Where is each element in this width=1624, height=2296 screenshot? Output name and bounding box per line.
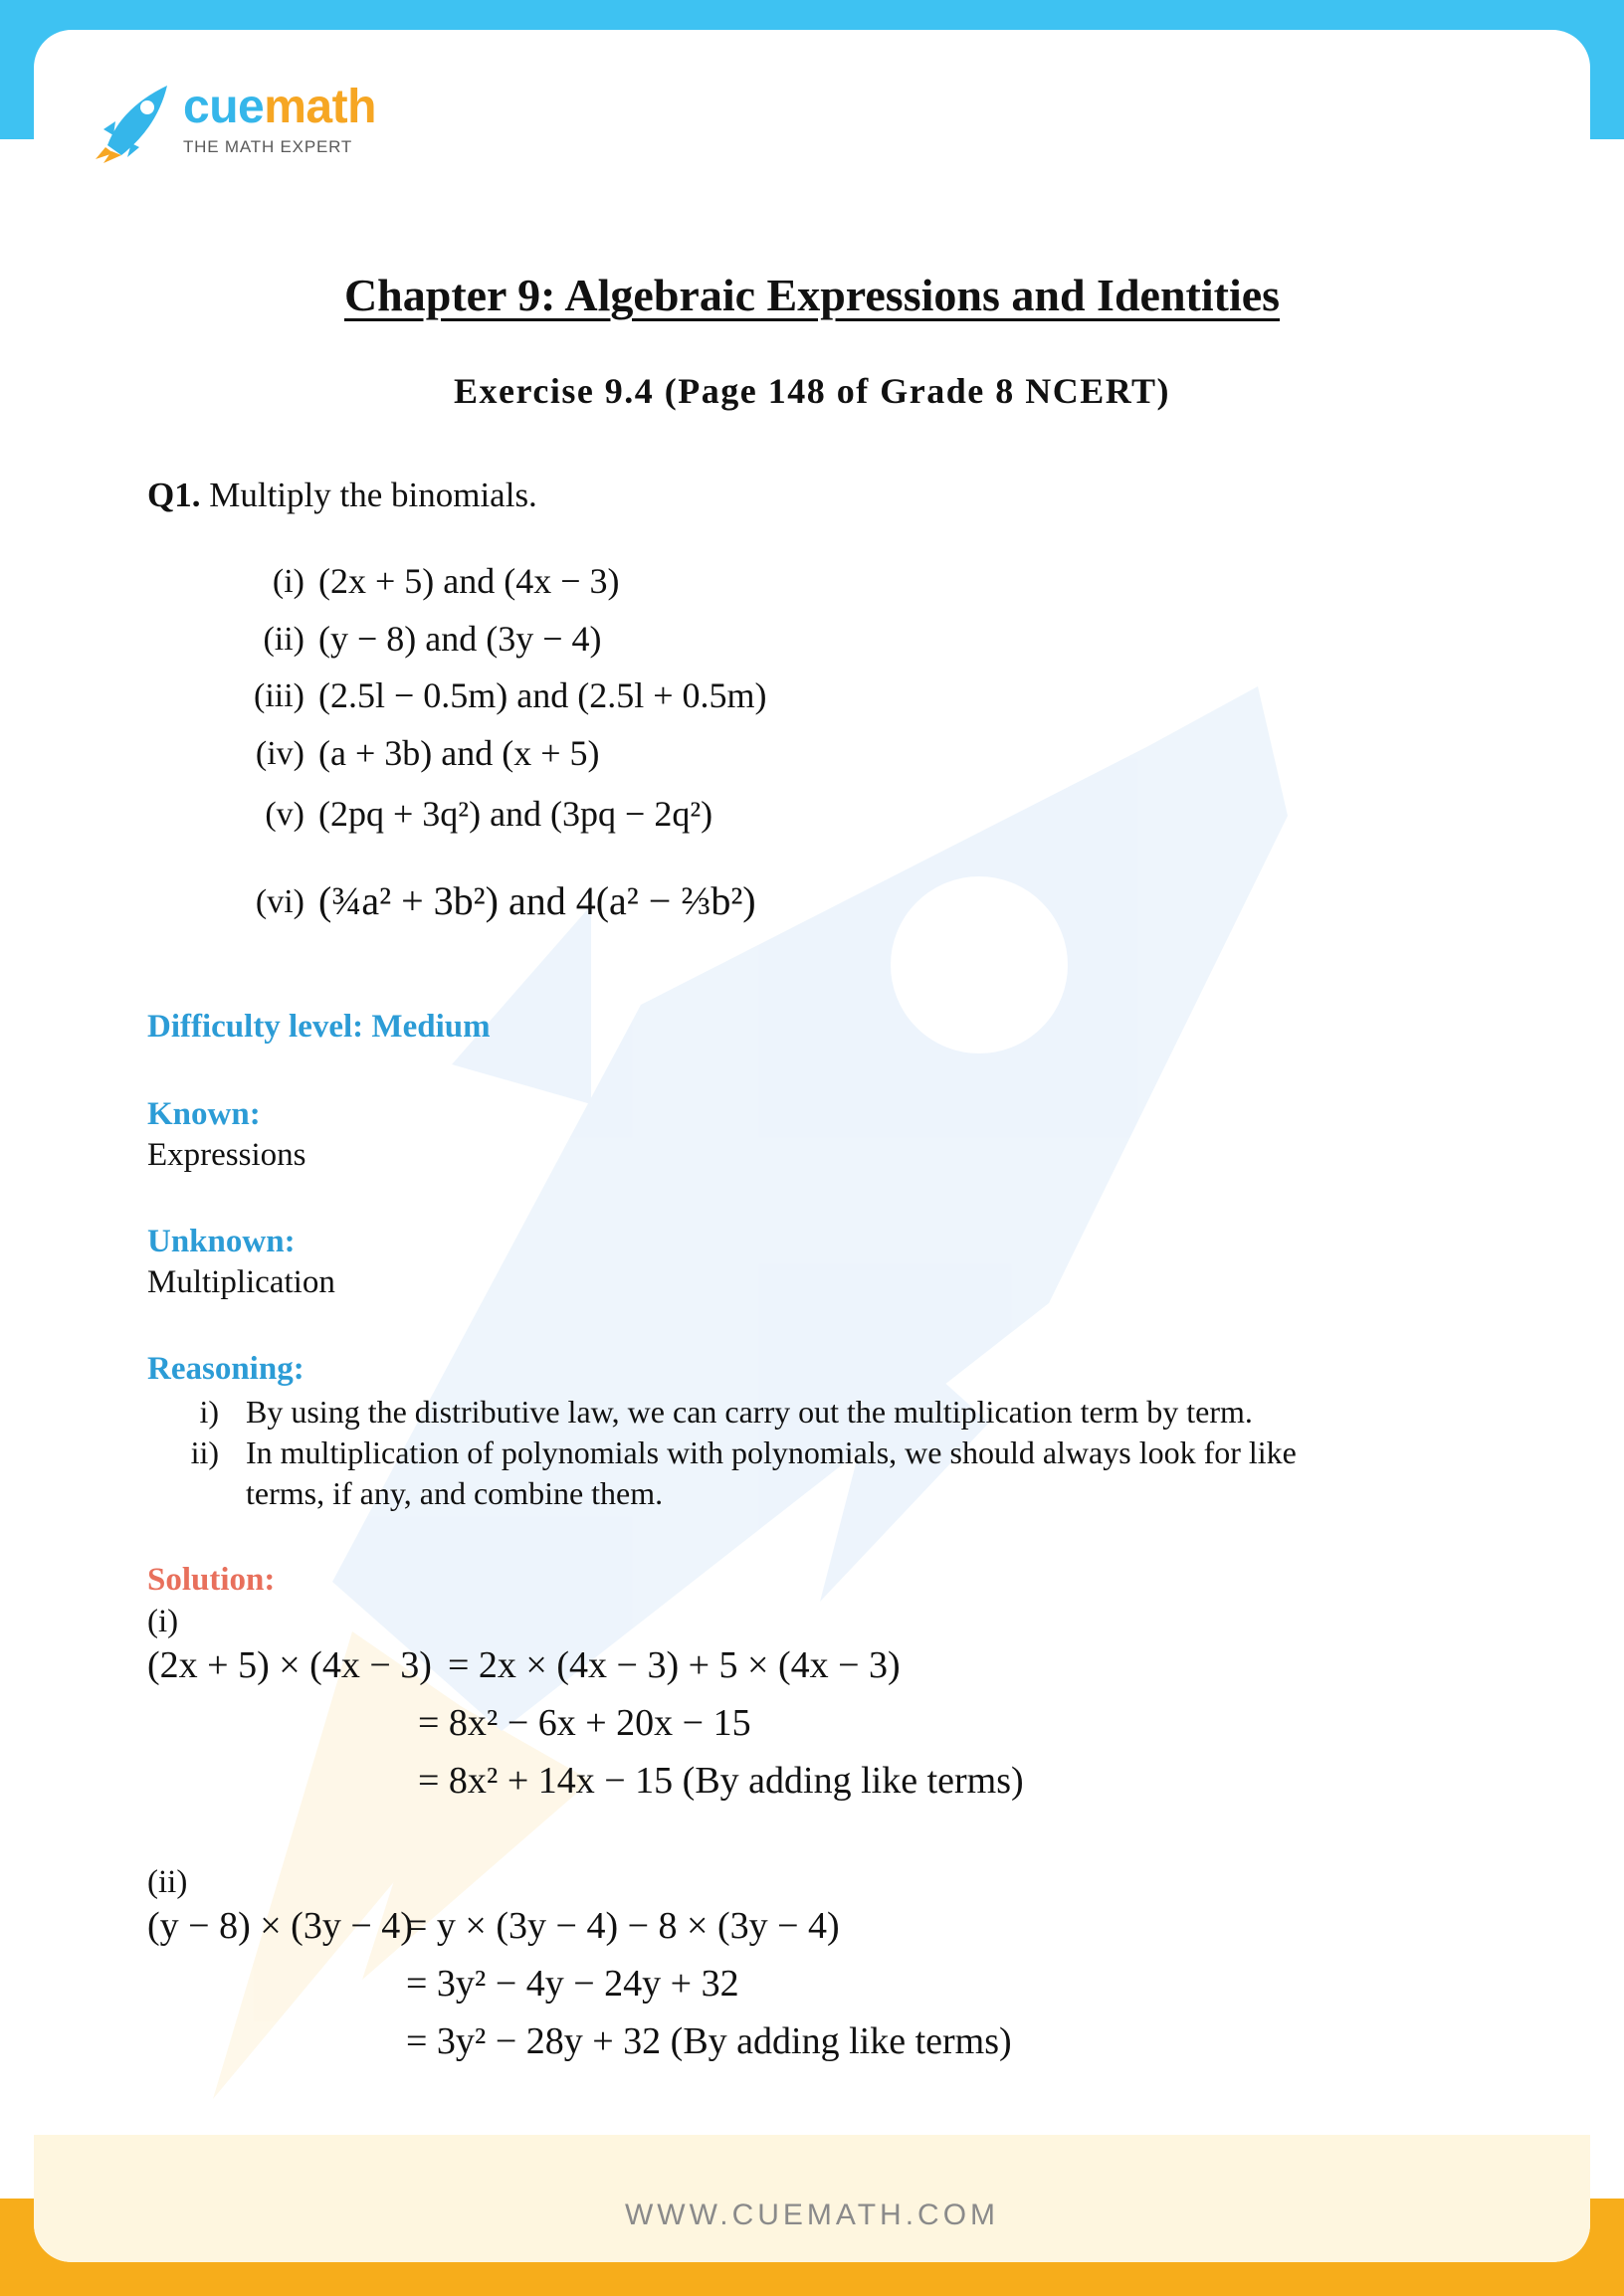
- reasoning-label: Reasoning:: [147, 1351, 304, 1387]
- solution-step: = 8x² + 14x − 15 (By adding like terms): [418, 1760, 1024, 1802]
- part-expression: (a + 3b) and (x + 5): [318, 733, 600, 773]
- reasoning-text-continued: terms, if any, and combine them.: [246, 1475, 664, 1511]
- known-label: Known:: [147, 1096, 261, 1132]
- part-number: (i): [272, 563, 304, 600]
- logo-wordmark: cuemath: [183, 81, 376, 133]
- document-body: [34, 30, 1590, 2262]
- part-expression: (y − 8) and (3y − 4): [318, 619, 602, 659]
- unknown-text: Multiplication: [147, 1264, 335, 1300]
- part-number: (iv): [255, 735, 304, 772]
- page-card: [34, 30, 1590, 2262]
- logo-tagline: THE MATH EXPERT: [183, 137, 353, 156]
- known-text: Expressions: [147, 1137, 306, 1173]
- solution-lhs: (2x + 5) × (4x − 3): [147, 1644, 432, 1686]
- part-expression: (2x + 5) and (4x − 3): [318, 561, 620, 601]
- chapter-title: Chapter 9: Algebraic Expressions and Identities: [343, 270, 1281, 320]
- solution-step: = 8x² − 6x + 20x − 15: [418, 1702, 751, 1744]
- part-expression: (2pq + 3q²) and (3pq − 2q²): [318, 794, 713, 834]
- part-expression: (¾a² + 3b²) and 4(a² − ⅔b²): [318, 878, 756, 923]
- part-expression: (2.5l − 0.5m) and (2.5l + 0.5m): [318, 675, 767, 715]
- part-number: (v): [265, 796, 304, 833]
- solution-part-number: (i): [147, 1604, 179, 1639]
- solution-lhs: (y − 8) × (3y − 4): [147, 1905, 413, 1947]
- part-number: (ii): [263, 621, 304, 658]
- question-prompt: Q1. Multiply the binomials.: [147, 476, 537, 514]
- reasoning-number: ii): [190, 1435, 219, 1470]
- difficulty-level: Difficulty level: Medium: [147, 1009, 491, 1045]
- solution-step: = y × (3y − 4) − 8 × (3y − 4): [406, 1905, 840, 1947]
- reasoning-number: i): [199, 1394, 219, 1430]
- footer-website[interactable]: WWW.CUEMATH.COM: [624, 2199, 1000, 2231]
- reasoning-text: By using the distributive law, we can carry out the multiplication term by term.: [246, 1394, 1253, 1430]
- solution-label: Solution:: [147, 1562, 276, 1598]
- part-number: (vi): [255, 883, 304, 920]
- solution-step: = 3y² − 4y − 24y + 32: [406, 1963, 739, 2005]
- solution-step: = 3y² − 28y + 32 (By adding like terms): [406, 2020, 1012, 2062]
- solution-part-number: (ii): [147, 1864, 188, 1900]
- part-number: (iii): [254, 677, 304, 714]
- reasoning-text: In multiplication of polynomials with polynomials, we should always look for like: [246, 1435, 1297, 1470]
- exercise-subtitle: Exercise 9.4 (Page 148 of Grade 8 NCERT): [454, 371, 1170, 411]
- unknown-label: Unknown:: [147, 1224, 296, 1259]
- solution-step: = 2x × (4x − 3) + 5 × (4x − 3): [448, 1644, 901, 1686]
